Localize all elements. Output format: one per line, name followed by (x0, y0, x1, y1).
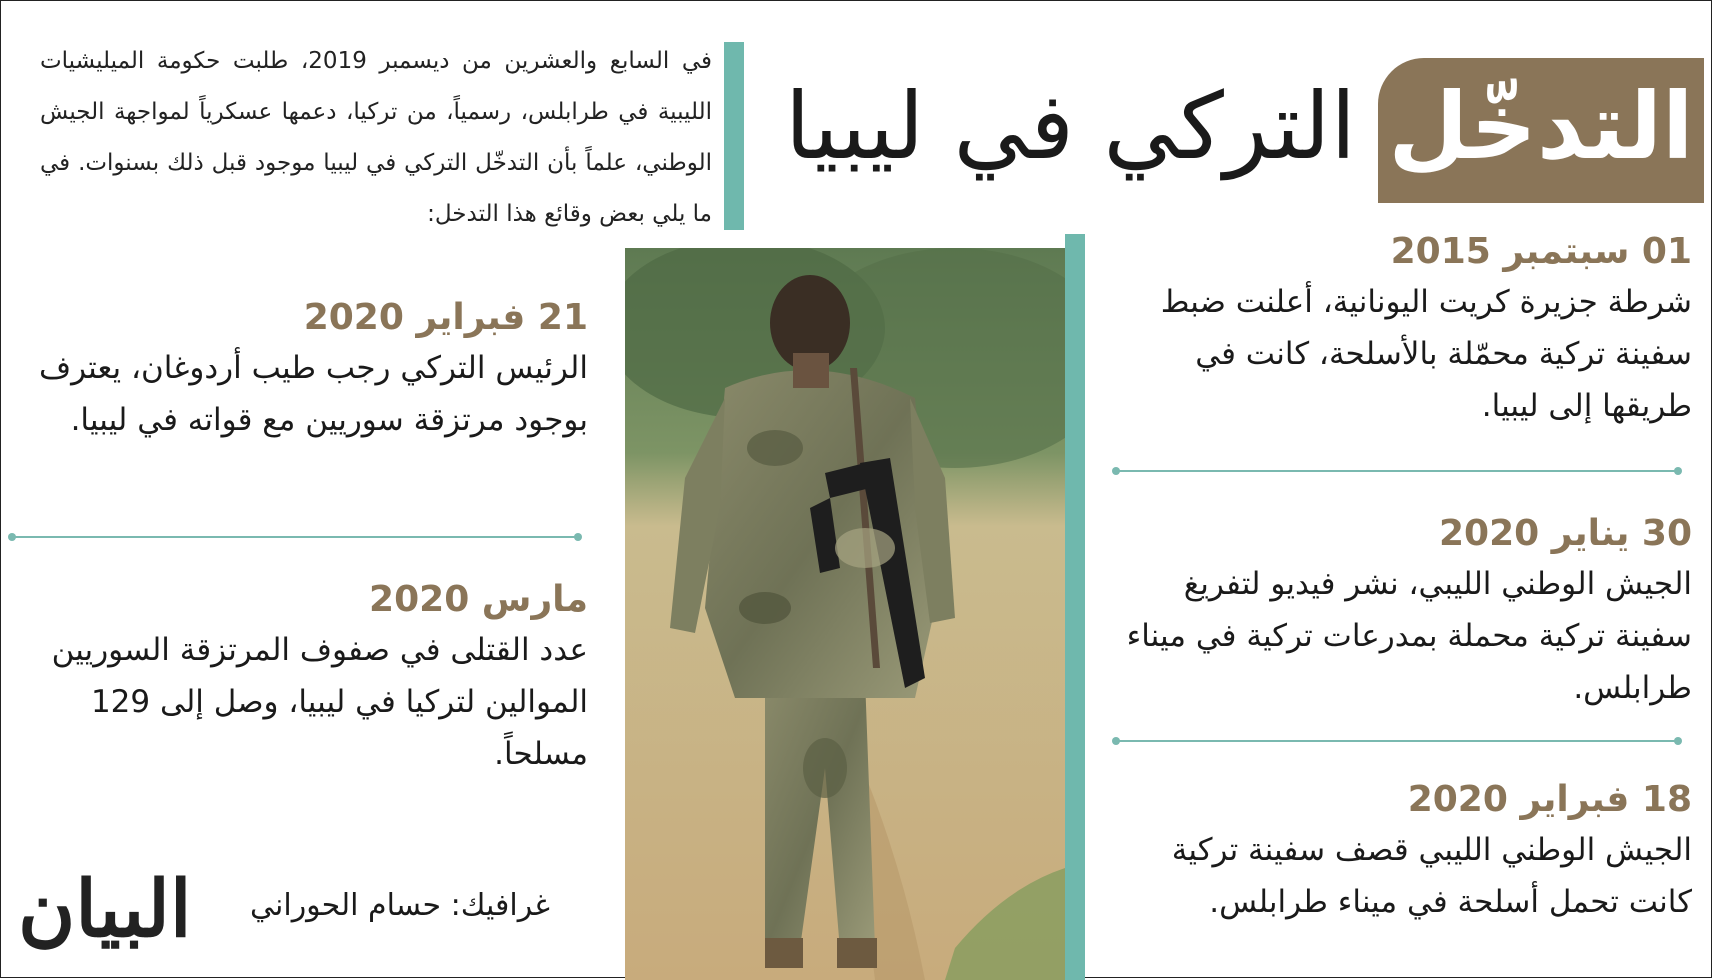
event-text: شرطة جزيرة كريت اليونانية، أعلنت ضبط سفينة تركية محمّلة بالأسلحة، كانت في طريقها إلى ليبيا. (1160, 284, 1692, 424)
event-2020-02-18 (1108, 776, 1692, 928)
title-rest: التركي في ليبيا (784, 73, 1356, 180)
graphic-credit: غرافيك: حسام الحوراني (250, 888, 550, 923)
albayan-logo: البيان (18, 864, 192, 955)
event-date: 21 فبراير 2020 (303, 297, 588, 338)
soldier-illustration (625, 248, 1065, 980)
photo-right-bar (1065, 234, 1085, 980)
event-date: مارس 2020 (369, 579, 588, 620)
event-2015-09-01 (1108, 228, 1692, 432)
title-highlight: التدخّل (1388, 73, 1694, 180)
intro-paragraph: في السابع والعشرين من ديسمبر 2019، طلبت حكومة الميليشيات الليبية في طرابلس، رسمياً، من تركيا، دعمها عسكرياً لمواجهة الجيش الوطني، علماً بأن التدخّل التركي في ليبيا موجود قبل ذلك بسنوات. في ما يلي بعض وقائع هذا التدخل: (40, 48, 712, 227)
event-text: الرئيس التركي رجب طيب أردوغان، يعترف بوجود مرتزقة سوريين مع قواته في ليبيا. (38, 350, 588, 438)
event-text: عدد القتلى في صفوف المرتزقة السوريين الموالين لتركيا في ليبيا، وصل إلى 129 مسلحاً. (51, 632, 588, 772)
intro-accent-bar (724, 42, 744, 230)
event-2020-02-21 (20, 294, 588, 446)
separator (10, 536, 580, 538)
event-text: الجيش الوطني الليبي قصف سفينة تركية كانت تحمل أسلحة في ميناء طرابلس. (1171, 832, 1692, 920)
event-date: 30 يناير 2020 (1438, 513, 1692, 554)
separator (1114, 470, 1680, 472)
event-2020-03 (20, 576, 588, 780)
event-date: 18 فبراير 2020 (1407, 779, 1692, 820)
soldier-photo (625, 248, 1065, 980)
event-date: 01 سبتمبر 2015 (1390, 231, 1692, 272)
event-2020-01-30 (1108, 510, 1692, 714)
separator (1114, 740, 1680, 742)
event-text: الجيش الوطني الليبي، نشر فيديو لتفريغ سفينة تركية محملة بمدرعات تركية في ميناء طرابلس. (1126, 566, 1692, 706)
